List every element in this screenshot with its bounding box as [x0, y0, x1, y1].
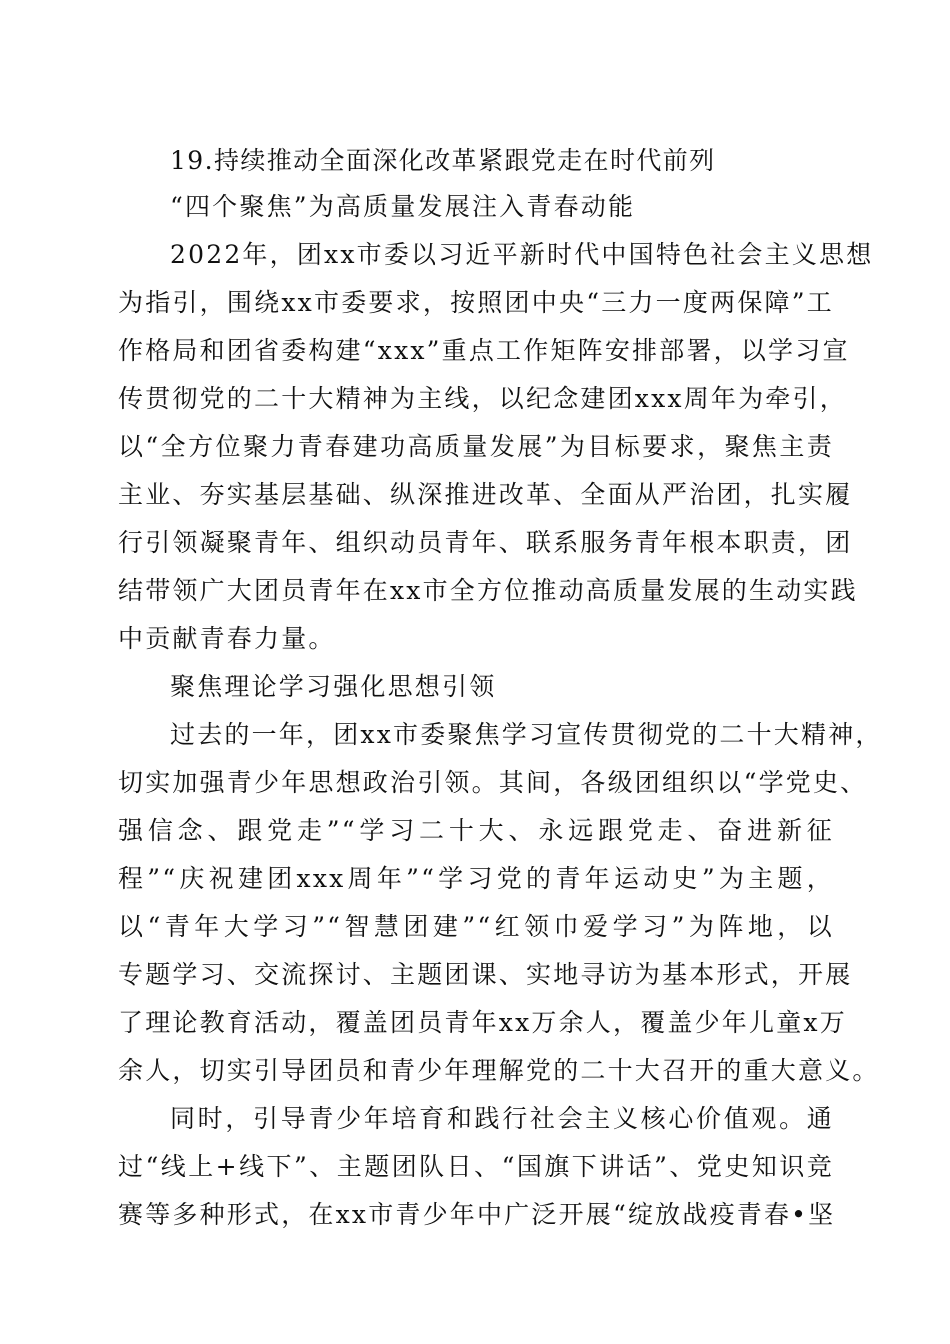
paragraph-line: 2022年，团xx市委以习近平新时代中国特色社会主义思想 — [170, 240, 874, 269]
paragraph-line: 强信念、跟党走”“学习二十大、永远跟党走、奋进新征 — [118, 816, 834, 845]
paragraph-line: 主业、夯实基层基础、纵深推进改革、全面从严治团，扎实履 — [118, 480, 853, 509]
paragraph-line: 以“青年大学习”“智慧团建”“红领巾爱学习”为阵地，以 — [118, 912, 834, 941]
paragraph-line: 过“线上+线下”、主题团队日、“国旗下讲话”、党史知识竞 — [118, 1152, 834, 1181]
paragraph-line: 以“全方位聚力青春建功高质量发展”为目标要求，聚焦主责 — [118, 432, 834, 461]
paragraph-line: 同时，引导青少年培育和践行社会主义核心价值观。通 — [170, 1104, 834, 1133]
paragraph-line: 过去的一年，团xx市委聚焦学习宣传贯彻党的二十大精神， — [170, 720, 883, 749]
paragraph-line: 赛等多种形式，在xx市青少年中广泛开展“绽放战疫青春•坚 — [118, 1200, 836, 1229]
paragraph-line: 专题学习、交流探讨、主题团课、实地寻访为基本形式，开展 — [118, 960, 853, 989]
paragraph-line: 程”“庆祝建团xxx周年”“学习党的青年运动史”为主题， — [118, 864, 834, 893]
paragraph-line: 切实加强青少年思想政治引领。其间，各级团组织以“学党史、 — [118, 768, 868, 797]
document-subheading: “四个聚焦”为高质量发展注入青春动能 — [170, 192, 636, 221]
document-heading: 19.持续推动全面深化改革紧跟党走在时代前列 — [170, 146, 716, 175]
paragraph-line: 了理论教育活动，覆盖团员青年xx万余人，覆盖少年儿童x万 — [118, 1008, 847, 1037]
paragraph-line: 行引领凝聚青年、组织动员青年、联系服务青年根本职责，团 — [118, 528, 853, 557]
paragraph-line: 作格局和团省委构建“xxx”重点工作矩阵安排部署，以学习宣 — [118, 336, 850, 365]
paragraph-line: 为指引，围绕xx市委要求，按照团中央“三力一度两保障”工 — [118, 288, 834, 317]
section-heading: 聚焦理论学习强化思想引领 — [170, 672, 497, 701]
paragraph-line: 结带领广大团员青年在xx市全方位推动高质量发展的生动实践 — [118, 576, 858, 605]
paragraph-line: 中贡献青春力量。 — [118, 624, 336, 653]
paragraph-line: 传贯彻党的二十大精神为主线，以纪念建团xxx周年为牵引， — [118, 384, 847, 413]
paragraph-line: 余人，切实引导团员和青少年理解党的二十大召开的重大意义。 — [118, 1056, 880, 1085]
